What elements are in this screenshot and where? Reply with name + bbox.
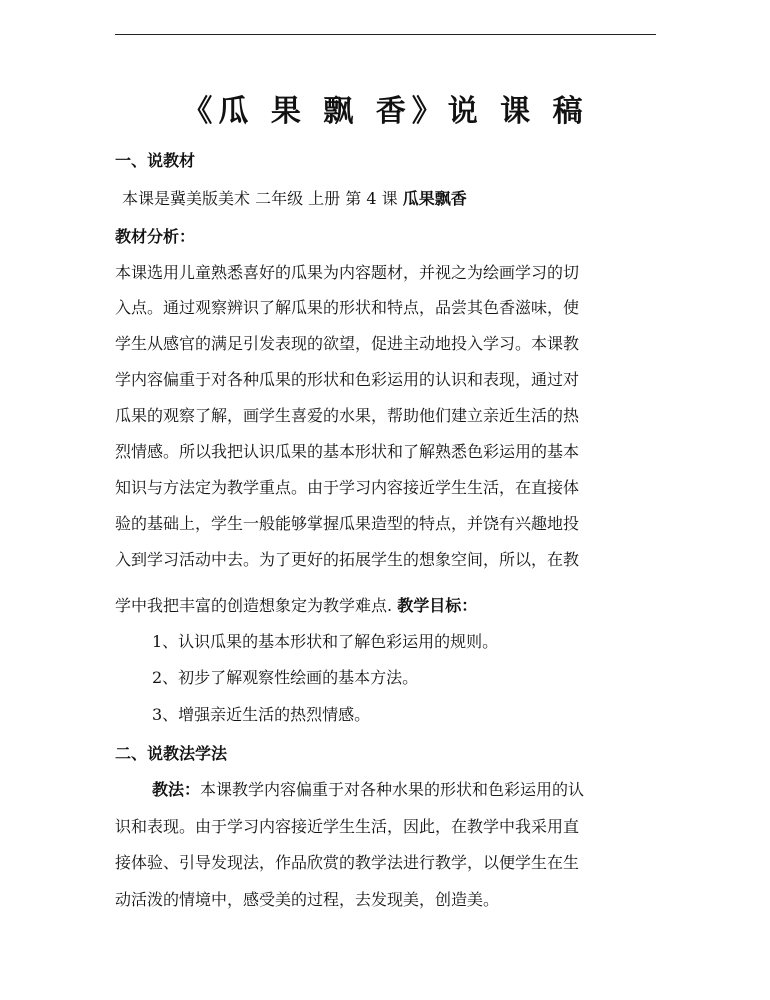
goal-item: 3、增强亲近生活的热烈情感。 (152, 705, 371, 724)
course-title: 瓜果飘香 (402, 189, 467, 208)
section2-heading: 二、说教法学法 (115, 744, 228, 763)
method-first-text: 本课教学内容偏重于对各种水果的形状和色彩运用的认 (200, 780, 585, 799)
paragraph-line: 瓜果的观察了解，画学生喜爱的水果，帮助他们建立亲近生活的热 (115, 406, 580, 425)
section1-heading: 一、说教材 (115, 151, 196, 170)
paragraph-line: 知识与方法定为教学重点。由于学习内容接近学生生活，在直接体 (115, 478, 580, 497)
paragraph-line: 本课选用儿童熟悉喜好的瓜果为内容题材，并视之为绘画学习的切 (115, 263, 580, 282)
method-line: 动活泼的情境中，感受美的过程，去发现美，创造美。 (115, 890, 500, 909)
course-info-text: 本课是冀美版美术 二年级 上册 第 4 课 (122, 189, 403, 208)
goal-item: 2、初步了解观察性绘画的基本方法。 (152, 668, 419, 687)
paragraph-last-line (115, 595, 656, 617)
analysis-heading: 教材分析： (115, 227, 196, 246)
goal-item: 1、认识瓜果的基本形状和了解色彩运用的规则。 (152, 632, 499, 651)
method-line: 接体验、引导发现法，作品欣赏的教学法进行教学，以便学生在生 (115, 853, 580, 872)
course-info (122, 188, 663, 210)
paragraph-line: 入点。通过观察辨识了解瓜果的形状和特点，品尝其色香滋味，使 (115, 298, 580, 317)
method-line: 识和表现。由于学习内容接近学生生活，因此，在教学中我采用直 (115, 817, 580, 836)
paragraph-line: 入到学习活动中去。为了更好的拓展学生的想象空间，所以，在教 (115, 550, 580, 569)
paragraph-line: 学内容偏重于对各种瓜果的形状和色彩运用的认识和表现，通过对 (115, 370, 580, 389)
paragraph-last-text: 学中我把丰富的创造想象定为教学难点. (115, 596, 398, 615)
paragraph-line: 烈情感。所以我把认识瓜果的基本形状和了解熟悉色彩运用的基本 (115, 442, 580, 461)
header-rule (115, 34, 656, 35)
method-first-line (152, 779, 693, 801)
method-label: 教法： (152, 780, 201, 799)
paragraph-line: 学生从感官的满足引发表现的欲望，促进主动地投入学习。本课教 (115, 334, 580, 353)
document-title: 《瓜 果 飘 香》说 课 稿 (182, 94, 589, 129)
paragraph-line: 验的基础上，学生一般能够掌握瓜果造型的特点，并饶有兴趣地投 (115, 514, 580, 533)
goals-label: 教学目标： (397, 596, 478, 615)
